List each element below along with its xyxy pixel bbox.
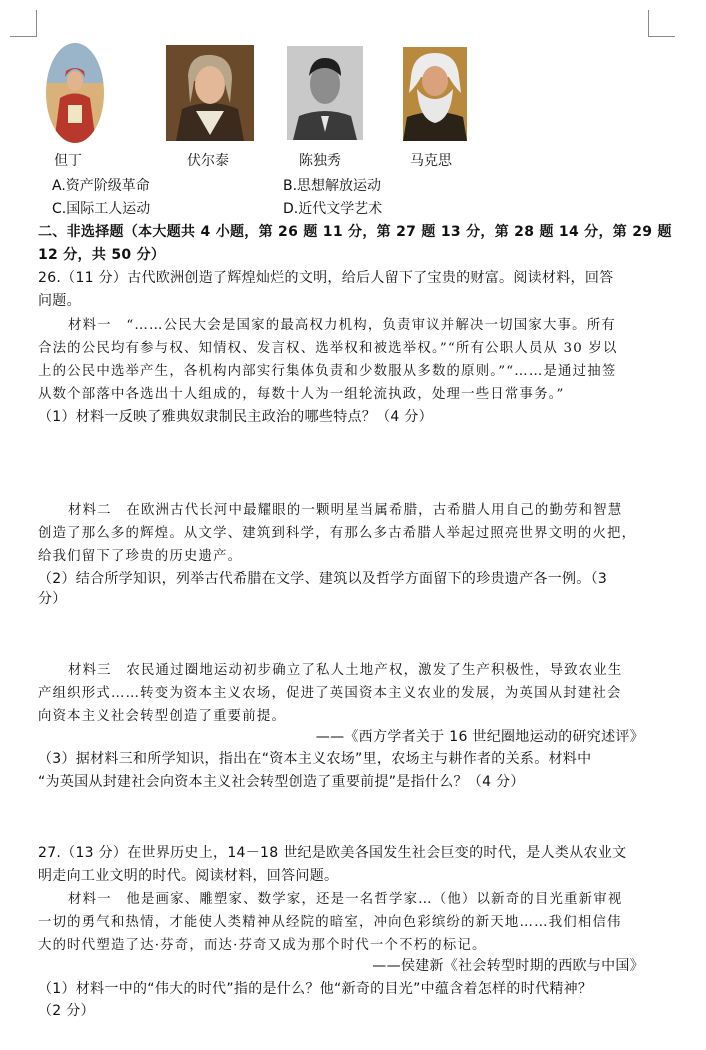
material-3-text: 产组织形式……转变为资本主义农场，促进了英国资本主义农业的发展，为英国从封建社会 xyxy=(38,686,622,701)
material-3-source: ——《西方学者关于 16 世纪圈地运动的研究述评》 xyxy=(315,729,644,745)
option-b: B.思想解放运动 xyxy=(283,178,382,194)
portrait-marx-image xyxy=(403,47,467,141)
question-27-intro: 27.（13 分）在世界历史上，14－18 世纪是欧美各国发生社会巨变的时代，是人类从农业文 xyxy=(38,845,627,861)
question-27-intro-cont: 明走向工业文明的时代。阅读材料，回答问题。 xyxy=(38,868,339,884)
material-1-text: 上的公民中选举产生，各机构内部实行集体负责和少数服从多数的原则。”“……是通过抽签 xyxy=(38,364,617,379)
option-c: C.国际工人运动 xyxy=(52,201,151,217)
material-2-text: 创造了那么多的辉煌。从文学、建筑到科学，有那么多古希腊人举起过照亮世界文明的火把， xyxy=(38,526,637,541)
material-3-text: 材料三 农民通过圈地运动初步确立了私人土地产权，激发了生产积极性，导致农业生 xyxy=(68,663,623,678)
portrait-voltaire-image xyxy=(166,45,254,141)
material-27-1-text: 材料一 他是画家、雕塑家、数学家，还是一名哲学家…（他）以新奇的目光重新审视 xyxy=(68,892,623,907)
portrait-caption: 伏尔泰 xyxy=(187,153,229,169)
question-26-1: （1）材料一反映了雅典奴隶制民主政治的哪些特点？（4 分） xyxy=(38,409,433,425)
option-a: A.资产阶级革命 xyxy=(52,178,150,194)
portrait-caption: 但丁 xyxy=(54,153,82,169)
portrait-dante-image xyxy=(46,43,104,143)
page-corner-mark-top-right xyxy=(648,10,675,37)
material-1-text: 从数个部落中各选出十人组成的，每数十人为一组轮流执政，处理一些日常事务。” xyxy=(38,387,565,402)
material-1-text: 合法的公民均有参与权、知情权、发言权、选举权和被选举权。”“所有公职人员从 30 岁以 xyxy=(38,341,618,356)
portrait-caption: 马克思 xyxy=(410,153,452,169)
material-27-1-source: ——侯建新《社会转型时期的西欧与中国》 xyxy=(372,958,644,974)
material-1-text: 材料一 “……公民大会是国家的最高权力机构，负责审议并解决一切国家大事。所有 xyxy=(68,318,616,333)
section-heading-cont: 12 分，共 50 分） xyxy=(38,247,166,263)
portrait-chen-duxiu-image xyxy=(287,46,363,140)
section-heading: 二、非选择题（本大题共 4 小题，第 26 题 11 分，第 27 题 13 分，第 28 题 14 分，第 29 题 xyxy=(38,224,672,240)
question-26-2-cont: 分） xyxy=(38,591,67,607)
option-d: D.近代文学艺术 xyxy=(283,201,383,217)
page-corner-mark-top-left xyxy=(10,10,37,37)
question-26-3-cont: “为英国从封建社会向资本主义社会转型创造了重要前提”是指什么？（4 分） xyxy=(38,774,525,790)
question-26-intro: 26.（11 分）古代欧洲创造了辉煌灿烂的文明，给后人留下了宝贵的财富。阅读材料，回答 xyxy=(38,270,614,286)
material-27-1-text: 一切的勇气和热情，才能使人类精神从经院的暗室，冲向色彩缤纷的新天地……我们相信伟 xyxy=(38,915,622,930)
material-2-text: 给我们留下了珍贵的历史遗产。 xyxy=(38,549,243,564)
question-26-intro-cont: 问题。 xyxy=(38,293,81,309)
material-27-1-text: 大的时代塑造了达·芬奇，而达·芬奇又成为那个时代一个不朽的标记。 xyxy=(38,938,487,953)
question-26-3: （3）据材料三和所学知识，指出在“资本主义农场”里，农场主与耕作者的关系。材料中 xyxy=(38,751,592,767)
portrait-caption: 陈独秀 xyxy=(299,153,341,169)
question-27-1: （1）材料一中的“伟大的时代”指的是什么？他“新奇的目光”中蕴含着怎样的时代精神？ xyxy=(38,981,593,997)
question-26-2: （2）结合所学知识，列举古代希腊在文学、建筑以及哲学方面留下的珍贵遗产各一例。（3 xyxy=(38,571,608,587)
material-2-text: 材料二 在欧洲古代长河中最耀眼的一颗明星当属希腊，古希腊人用自己的勤劳和智慧 xyxy=(68,503,623,518)
material-3-text: 向资本主义社会转型创造了重要前提。 xyxy=(38,709,287,724)
question-27-1-cont: （2 分） xyxy=(38,1003,95,1019)
